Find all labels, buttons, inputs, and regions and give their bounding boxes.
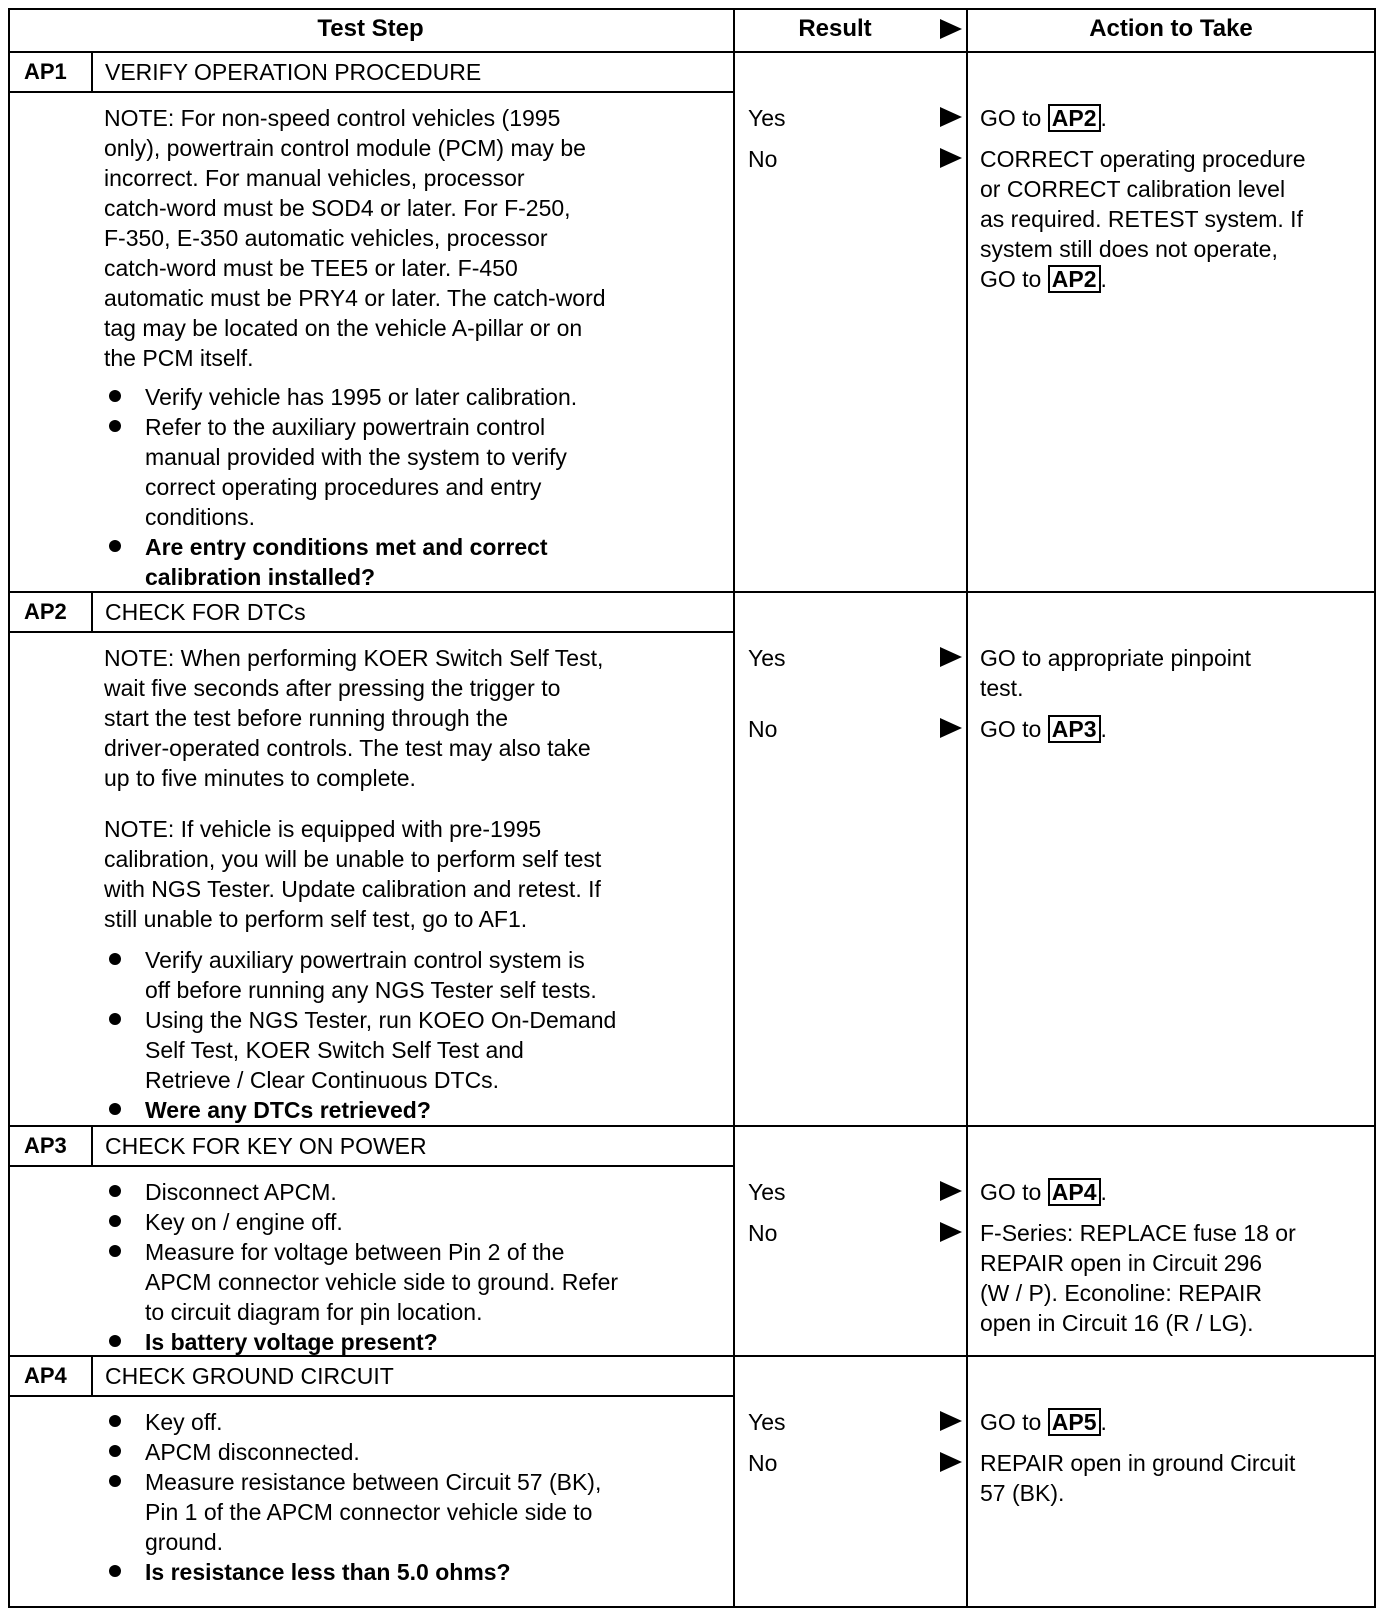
- bullet-line: Retrieve / Clear Continuous DTCs.: [145, 1067, 500, 1093]
- step-title: VERIFY OPERATION PROCEDURE: [105, 59, 482, 85]
- action-line: GO to appropriate pinpoint: [980, 645, 1252, 671]
- result-arrow-icon: [940, 148, 962, 168]
- step-reference[interactable]: AP2: [1048, 104, 1101, 132]
- bullet-line: Disconnect APCM.: [145, 1179, 337, 1205]
- bullet-icon: [109, 1415, 121, 1427]
- result-arrow-icon: [940, 718, 962, 738]
- bullet-question: Are entry conditions met and correct: [145, 534, 548, 560]
- step-title: CHECK GROUND CIRCUIT: [105, 1363, 394, 1389]
- step-id: AP4: [24, 1363, 67, 1388]
- step-title: CHECK FOR KEY ON POWER: [105, 1133, 427, 1159]
- action-goto: GO to AP2 .: [980, 266, 1107, 292]
- result-arrow-icon: [940, 1452, 962, 1472]
- bullet-question: Is battery voltage present?: [145, 1329, 438, 1355]
- result-arrow-icon: [940, 1181, 962, 1201]
- table-border-right: [1374, 8, 1376, 1608]
- note-line: catch-word must be TEE5 or later. F-450: [104, 255, 518, 281]
- bullet-icon: [109, 1215, 121, 1227]
- bullet-icon: [109, 1013, 121, 1025]
- bullet-line: Key off.: [145, 1409, 223, 1435]
- note-line: automatic must be PRY4 or later. The catch-word: [104, 285, 606, 311]
- step-title-divider: [8, 91, 735, 93]
- action-line: test.: [980, 675, 1024, 701]
- action-line: system still does not operate,: [980, 236, 1278, 262]
- note-line: still unable to perform self test, go to AF1.: [104, 906, 528, 932]
- bullet-line: off before running any NGS Tester self tests.: [145, 977, 597, 1003]
- id-cell-divider: [91, 51, 93, 93]
- action-line: 57 (BK).: [980, 1480, 1065, 1506]
- step-id: AP3: [24, 1133, 67, 1158]
- table-border-bottom: [8, 1606, 1376, 1608]
- step-reference[interactable]: AP3: [1048, 715, 1101, 743]
- bullet-icon: [109, 1245, 121, 1257]
- action-goto: GO to AP5 .: [980, 1409, 1107, 1435]
- step-id: AP2: [24, 599, 67, 624]
- note-line: NOTE: When performing KOER Switch Self Test,: [104, 645, 604, 671]
- note-line: NOTE: For non-speed control vehicles (1995: [104, 105, 561, 131]
- bullet-icon: [109, 1475, 121, 1487]
- id-cell-divider: [91, 1355, 93, 1397]
- action-line: F-Series: REPLACE fuse 18 or: [980, 1220, 1296, 1246]
- bullet-icon: [109, 1185, 121, 1197]
- result-no: No: [748, 716, 778, 742]
- note-line: with NGS Tester. Update calibration and retest. If: [104, 876, 601, 902]
- bullet-line: Measure for voltage between Pin 2 of the: [145, 1239, 565, 1265]
- bullet-line: Pin 1 of the APCM connector vehicle side to: [145, 1499, 593, 1525]
- column-divider-action: [966, 8, 968, 1608]
- bullet-question: Were any DTCs retrieved?: [145, 1097, 431, 1123]
- table-border-left: [8, 8, 10, 1608]
- header-action: Action to Take: [1089, 15, 1253, 42]
- note-line: tag may be located on the vehicle A-pillar or on: [104, 315, 583, 341]
- bullet-line: APCM connector vehicle side to ground. Refer: [145, 1269, 619, 1295]
- header-test-step: Test Step: [317, 15, 424, 42]
- action-goto: GO to AP3 .: [980, 716, 1107, 742]
- result-arrow-icon: [940, 1411, 962, 1431]
- bullet-question: calibration installed?: [145, 564, 376, 590]
- diagnostic-table: [8, 8, 1376, 1608]
- bullet-line: Key on / engine off.: [145, 1209, 343, 1235]
- result-arrow-icon: [940, 1222, 962, 1242]
- action-goto: GO to AP4 .: [980, 1179, 1107, 1205]
- header-result: Result: [798, 15, 872, 42]
- bullet-icon: [109, 390, 121, 402]
- action-line: open in Circuit 16 (R / LG).: [980, 1310, 1254, 1336]
- note-line: driver-operated controls. The test may also take: [104, 735, 591, 761]
- action-line: (W / P). Econoline: REPAIR: [980, 1280, 1263, 1306]
- step-reference[interactable]: AP5: [1048, 1408, 1101, 1436]
- bullet-icon: [109, 420, 121, 432]
- step-reference[interactable]: AP2: [1048, 265, 1101, 293]
- note-line: up to five minutes to complete.: [104, 765, 416, 791]
- bullet-line: Refer to the auxiliary powertrain control: [145, 414, 546, 440]
- step-reference[interactable]: AP4: [1048, 1178, 1101, 1206]
- step-title: CHECK FOR DTCs: [105, 599, 306, 625]
- bullet-icon: [109, 540, 121, 552]
- note-line: catch-word must be SOD4 or later. For F-250,: [104, 195, 571, 221]
- action-line: or CORRECT calibration level: [980, 176, 1286, 202]
- header-arrow-icon: [940, 19, 962, 39]
- table-border-top: [8, 8, 1376, 10]
- bullet-icon: [109, 1335, 121, 1347]
- action-line: REPAIR open in Circuit 296: [980, 1250, 1263, 1276]
- result-yes: Yes: [748, 645, 786, 671]
- note-line: only), powertrain control module (PCM) may be: [104, 135, 586, 161]
- result-arrow-icon: [940, 107, 962, 127]
- result-yes: Yes: [748, 1409, 786, 1435]
- result-arrow-icon: [940, 647, 962, 667]
- bullet-question: Is resistance less than 5.0 ohms?: [145, 1559, 511, 1585]
- bullet-line: Measure resistance between Circuit 57 (BK),: [145, 1469, 602, 1495]
- note-line: wait five seconds after pressing the trigger to: [104, 675, 561, 701]
- bullet-icon: [109, 1103, 121, 1115]
- id-cell-divider: [91, 591, 93, 633]
- step-title-divider: [8, 1165, 735, 1167]
- action-line: REPAIR open in ground Circuit: [980, 1450, 1296, 1476]
- result-yes: Yes: [748, 105, 786, 131]
- bullet-line: correct operating procedures and entry: [145, 474, 542, 500]
- bullet-line: to circuit diagram for pin location.: [145, 1299, 483, 1325]
- column-divider-result: [733, 8, 735, 1608]
- result-no: No: [748, 146, 778, 172]
- header-divider: [8, 51, 1376, 53]
- bullet-line: Using the NGS Tester, run KOEO On-Demand: [145, 1007, 617, 1033]
- step-title-divider: [8, 631, 735, 633]
- step-title-divider: [8, 1395, 735, 1397]
- result-no: No: [748, 1450, 778, 1476]
- note-line: calibration, you will be unable to perform self test: [104, 846, 602, 872]
- note-line: F-350, E-350 automatic vehicles, processor: [104, 225, 548, 251]
- action-goto: GO to AP2 .: [980, 105, 1107, 131]
- bullet-line: conditions.: [145, 504, 255, 530]
- action-line: as required. RETEST system. If: [980, 206, 1303, 232]
- bullet-line: ground.: [145, 1529, 224, 1555]
- bullet-icon: [109, 1565, 121, 1577]
- bullet-line: Verify auxiliary powertrain control system is: [145, 947, 585, 973]
- result-yes: Yes: [748, 1179, 786, 1205]
- note-line: the PCM itself.: [104, 345, 254, 371]
- bullet-icon: [109, 953, 121, 965]
- note-line: NOTE: If vehicle is equipped with pre-1995: [104, 816, 542, 842]
- result-no: No: [748, 1220, 778, 1246]
- action-line: CORRECT operating procedure: [980, 146, 1306, 172]
- bullet-line: Verify vehicle has 1995 or later calibration.: [145, 384, 578, 410]
- bullet-icon: [109, 1445, 121, 1457]
- note-line: incorrect. For manual vehicles, processor: [104, 165, 525, 191]
- bullet-line: manual provided with the system to verify: [145, 444, 567, 470]
- bullet-line: Self Test, KOER Switch Self Test and: [145, 1037, 524, 1063]
- bullet-line: APCM disconnected.: [145, 1439, 360, 1465]
- id-cell-divider: [91, 1125, 93, 1167]
- note-line: start the test before running through the: [104, 705, 509, 731]
- step-id: AP1: [24, 59, 67, 84]
